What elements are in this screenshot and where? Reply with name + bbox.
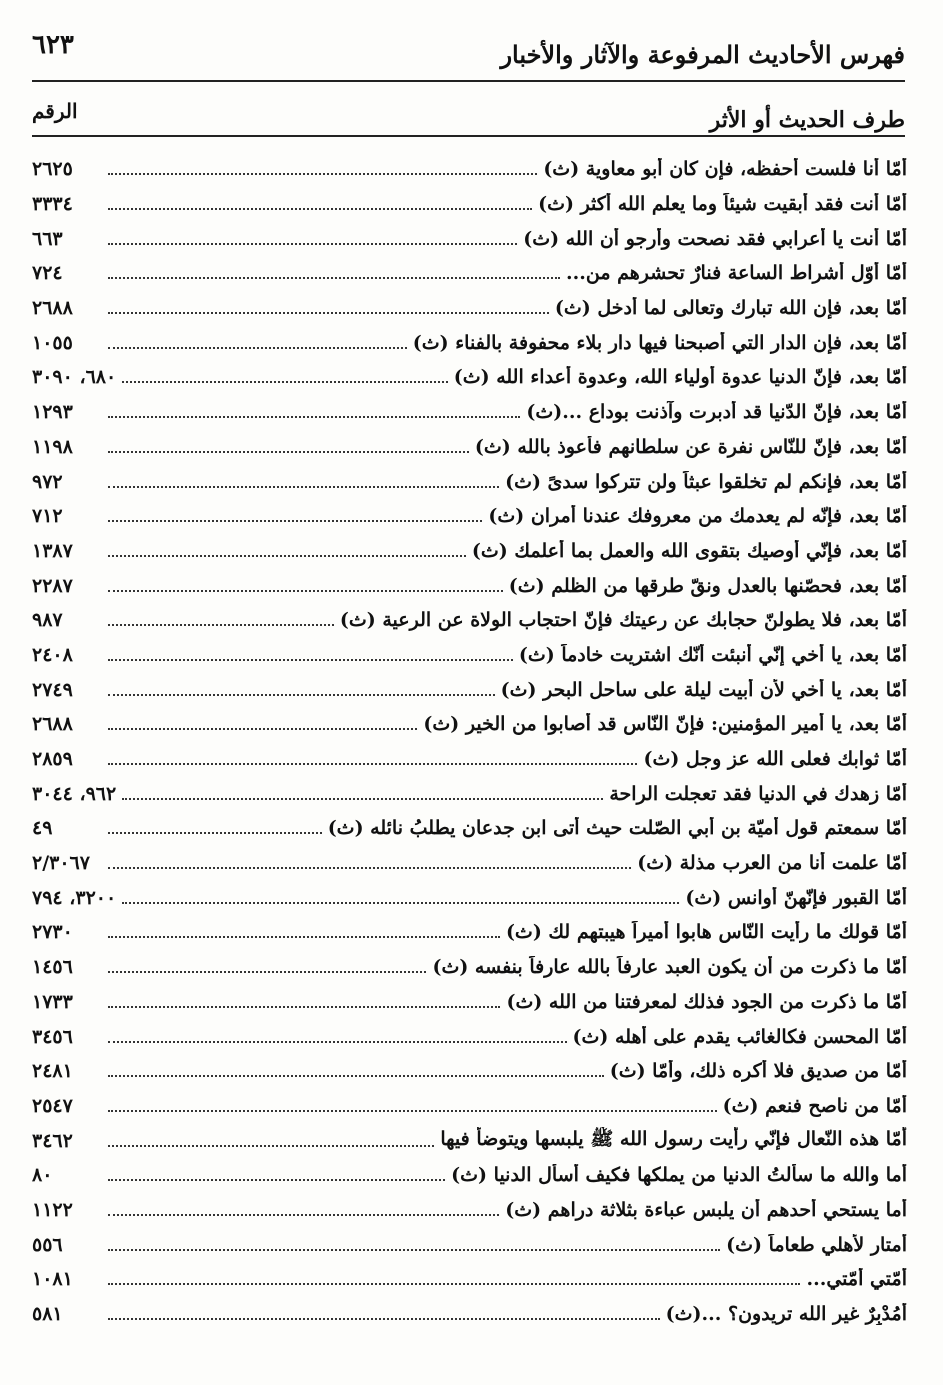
page-number: ٦٢٣ (32, 30, 74, 60)
entry-reference-number: ١٤٥٦ (32, 956, 73, 979)
index-entry (32, 603, 907, 638)
index-entry (32, 742, 907, 777)
entry-text: أمّا بعد، يا أخي لأن أبيت ليلة على ساحل البحر (ث) (500, 678, 907, 701)
entry-reference-number: ٩٨٧ (32, 609, 63, 632)
entry-reference-number: ٢٦٨٨ (32, 297, 73, 320)
index-entry (32, 430, 907, 465)
entry-reference-number: ١٢٩٣ (32, 401, 73, 424)
dot-leader (108, 173, 537, 175)
dot-leader (108, 451, 469, 453)
dot-leader (108, 1249, 720, 1251)
entry-reference-number: ٧٢٤ (32, 262, 63, 285)
entry-reference-number: ٣٤٥٦ (32, 1025, 73, 1048)
index-entry (32, 672, 907, 707)
entry-text: أمّا بعد، فإن الله تبارك وتعالى لما أدخل (ث) (554, 297, 907, 320)
index-entry (32, 950, 907, 985)
index-entry (32, 152, 907, 187)
entry-text: أمتار لأهلي طعاماً (ث) (726, 1233, 907, 1256)
entry-reference-number: ٤٩ (32, 817, 53, 840)
entry-text: أمّا زهدك في الدنيا فقد تعجلت الراحة (609, 782, 907, 805)
entry-reference-number: ١١٩٨ (32, 435, 73, 458)
dot-leader (108, 208, 532, 210)
entry-text: أمّا بعد، فحصّنها بالعدل ونقّ طرقها من الظلم (ث) (508, 574, 907, 597)
dot-leader (108, 312, 549, 314)
entry-reference-number: ٢٢٨٧ (32, 574, 73, 597)
index-entry (32, 360, 907, 395)
entry-reference-number: ٣٢٠٠، ٧٩٤ (32, 886, 117, 909)
entry-text: أما والله ما سألتُ الدنيا من يملكها فكيف أسأل الدنيا (ث) (451, 1164, 907, 1187)
dot-leader (108, 347, 407, 349)
index-entry (32, 707, 907, 742)
entry-text: أَمُدْبِرٌ غير الله تريدون؟ ...(ث) (665, 1303, 907, 1326)
entry-text: أُمّتي أمّتي... (806, 1268, 907, 1291)
entry-text: أمّا ما ذكرت من أن يكون العبد عارفاً بالله عارفاً بنفسه (ث) (432, 956, 907, 979)
entry-reference-number: ٦٦٣ (32, 227, 63, 250)
entry-text: أمّا أنا فلست أحفظه، فإن كان أبو معاوية (ث) (543, 158, 907, 181)
entry-text: أمّا بعد، فإنّه لم يعدمك من معروفك عندنا أمران (ث) (488, 505, 907, 528)
dot-leader (108, 1110, 717, 1112)
index-entry (32, 638, 907, 673)
index-entry (32, 1054, 907, 1089)
entry-text: أمّا قولك ما رأيت النّاس هابوا أميراً هيبتهم لك (ث) (505, 921, 907, 944)
index-entry (32, 985, 907, 1020)
index-entry (32, 534, 907, 569)
entry-reference-number: ٢٤٨١ (32, 1060, 73, 1083)
entry-text: أمّا هذه النّعال فإنّي رأيت رسول الله ﷺ يلبسها ويتوضأ فيها (440, 1127, 907, 1150)
dot-leader (108, 694, 495, 696)
dot-leader (108, 1214, 499, 1216)
dot-leader (108, 1075, 604, 1077)
dot-leader (108, 1006, 500, 1008)
dot-leader (108, 728, 417, 730)
entry-reference-number: ٦٨٠، ٣٠٩٠ (32, 366, 117, 389)
dot-leader (108, 520, 482, 522)
entry-text: أمّا بعد، فإنكم لم تخلقوا عبثاً ولن تتركوا سدىً (ث) (505, 470, 907, 493)
dot-leader (108, 1318, 660, 1320)
entry-reference-number: ٢٤٠٨ (32, 643, 73, 666)
index-entry (32, 221, 907, 256)
entry-text: أمّا ثوابك فعلى الله عز وجل (ث) (643, 748, 907, 771)
index-entry (32, 1193, 907, 1228)
dot-leader (108, 1283, 800, 1285)
dot-leader (108, 243, 517, 245)
entry-text: أمّا بعد، يا أمير المؤمنين: فإنّ النّاس قد أصابوا من الخير (ث) (423, 713, 907, 736)
dot-leader (108, 486, 499, 488)
entry-reference-number: ٥٥٦ (32, 1233, 63, 1256)
entry-reference-number: ١٣٨٧ (32, 539, 73, 562)
dot-leader (108, 1179, 445, 1181)
index-entry (32, 1089, 907, 1124)
index-entry (32, 915, 907, 950)
entry-text: أمّا بعد، فلا يطولنّ حجابك عن رعيتك فإنّ احتجاب الولاة عن الرعية (ث) (339, 609, 907, 632)
index-entry (32, 1227, 907, 1262)
index-entry (32, 776, 907, 811)
entry-text: أمّا المحسن فكالغائب يقدم على أهله (ث) (572, 1025, 907, 1048)
index-entry (32, 568, 907, 603)
dot-leader (108, 277, 560, 279)
entry-reference-number: ٢٧٤٩ (32, 678, 73, 701)
entry-text: أما يستحي أحدهم أن يلبس عباءة بثلاثة دراهم (ث) (505, 1198, 907, 1221)
entry-reference-number: ١٧٣٣ (32, 990, 73, 1013)
entry-text: أمّا بعد، فإنّ الدّنيا قد أدبرت وآذنت بوداع ...(ث) (526, 401, 907, 424)
entry-reference-number: ٨٠ (32, 1164, 53, 1187)
entry-reference-number: ٢٨٥٩ (32, 748, 73, 771)
dot-leader (122, 798, 603, 800)
running-title: فهرس الأحاديث المرفوعة والآثار والأخبار (500, 40, 905, 69)
index-entry (32, 187, 907, 222)
index-entry (32, 1019, 907, 1054)
dot-leader (108, 416, 520, 418)
entry-reference-number: ٣٤٦٢ (32, 1129, 73, 1152)
entry-reference-number: ٢٦٢٥ (32, 158, 73, 181)
index-entry (32, 256, 907, 291)
entry-text: أمّا بعد، فإنّ للنّاس نفرة عن سلطانهم فأعوذ بالله (ث) (474, 435, 907, 458)
index-entry (32, 1158, 907, 1193)
dot-leader (108, 971, 426, 973)
entry-reference-number: ٣٣٣٤ (32, 193, 73, 216)
entry-text: أمّا سمعتم قول أميّة بن أبي الصّلت حيث أتى ابن جدعان يطلبُ نائله (ث) (327, 817, 907, 840)
index-entry (32, 1297, 907, 1332)
entry-text: أمّا أنت يا أعرابي فقد نصحت وأرجو أن الله (ث) (523, 227, 907, 250)
dot-leader (108, 832, 322, 834)
index-entry (32, 1123, 907, 1158)
dot-leader (108, 936, 500, 938)
dot-leader (108, 555, 466, 557)
index-entry (32, 464, 907, 499)
entry-reference-number: ١١٢٢ (32, 1198, 73, 1221)
index-entry (32, 291, 907, 326)
entry-text: أمّا أوّل أشراط الساعة فنارٌ تحشرهم من... (566, 262, 907, 285)
dot-leader (108, 867, 631, 869)
entry-text: أمّا بعد، فإن الدار التي أصبحنا فيها دار بلاء محفوفة بالفناء (ث) (412, 331, 907, 354)
entry-text: أمّا ما ذكرت من الجود فذلك لمعرفتنا من الله (ث) (506, 990, 907, 1013)
dot-leader (122, 902, 679, 904)
index-entry (32, 880, 907, 915)
entry-reference-number: ٩٧٢ (32, 470, 63, 493)
entry-text: أمّا من صديقٍ فلا أكره ذلك، وأمّا (ث) (609, 1060, 907, 1083)
entry-reference-number: ١٠٥٥ (32, 331, 73, 354)
index-entry (32, 811, 907, 846)
index-entry (32, 499, 907, 534)
entry-text: أمّا علمت أنا من العرب مذلة (ث) (637, 852, 907, 875)
entry-reference-number: ٩٦٢، ٣٠٤٤ (32, 782, 117, 805)
entry-text: أمّا من ناصح فنعم (ث) (722, 1094, 907, 1117)
dot-leader (108, 1041, 567, 1043)
index-entry (32, 395, 907, 430)
page-header (32, 30, 905, 82)
index-entry (32, 1262, 907, 1297)
index-entry (32, 325, 907, 360)
index-list (32, 152, 907, 1331)
dot-leader (122, 381, 448, 383)
index-entry (32, 846, 907, 881)
entry-reference-number: ١٠٨١ (32, 1268, 73, 1291)
entry-reference-number: ٢٦٨٨ (32, 713, 73, 736)
entry-reference-number: ٢٧٣٠ (32, 921, 73, 944)
dot-leader (108, 763, 637, 765)
entry-text: أمّا بعد، فإنّ الدنيا عدوة أولياء الله، وعدوة أعداء الله (ث) (453, 366, 907, 389)
entry-reference-number: ٢/٣٠٦٧ (32, 852, 90, 875)
dot-leader (108, 624, 334, 626)
dot-leader (108, 590, 503, 592)
entry-text: أمّا بعد، يا أخي إنّي أُنبئت أنّك اشتريت خادماً (ث) (518, 643, 907, 666)
number-column-header: الرقم (32, 99, 78, 123)
column-headers (32, 95, 905, 137)
entry-column-header: طرف الحديث أو الأثر (709, 107, 905, 133)
entry-reference-number: ٥٨١ (32, 1303, 63, 1326)
entry-text: أمّا أنت فقد أبقيت شيئاً وما يعلم الله أكثر (ث) (538, 193, 907, 216)
entry-text: أمّا بعد، فإنّي أوصيك بتقوى الله والعمل بما أعلمك (ث) (471, 539, 907, 562)
dot-leader (108, 1145, 434, 1147)
entry-text: أمّا القبور فإنّهنّ أوانس (ث) (685, 886, 907, 909)
entry-reference-number: ٧١٢ (32, 505, 63, 528)
dot-leader (108, 659, 513, 661)
entry-reference-number: ٢٥٤٧ (32, 1094, 73, 1117)
